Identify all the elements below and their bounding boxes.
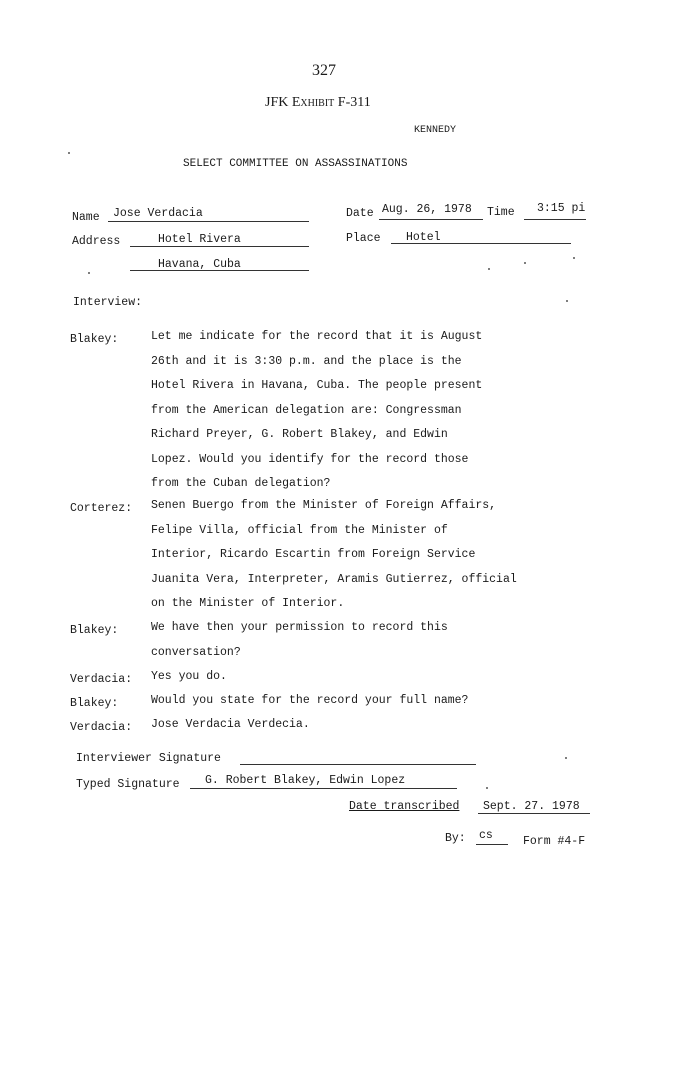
place-value: Hotel <box>406 231 441 244</box>
date-transcribed-line <box>478 813 590 814</box>
by-label: By: <box>445 832 466 845</box>
interviewer-signature-line <box>240 764 476 765</box>
name-label: Name <box>72 211 100 224</box>
speech-line: We have then your permission to record this <box>151 621 448 634</box>
date-underline <box>379 219 483 220</box>
address-line-1: Hotel Rivera <box>158 233 241 246</box>
place-underline <box>391 243 571 244</box>
speaker-label: Corterez: <box>70 502 133 515</box>
interview-label: Interview: <box>73 296 143 309</box>
scan-speck <box>565 757 567 759</box>
name-value: Jose Verdacia <box>113 207 203 220</box>
speaker-label: Blakey: <box>70 697 119 710</box>
address-underline-1 <box>130 246 309 247</box>
scan-speck <box>573 257 575 259</box>
committee-title: SELECT COMMITTEE ON ASSASSINATIONS <box>183 158 408 170</box>
speech-line: conversation? <box>151 646 241 659</box>
place-label: Place <box>346 232 381 245</box>
speech-line: Let me indicate for the record that it is August <box>151 330 483 343</box>
date-label: Date <box>346 207 374 220</box>
name-underline <box>108 221 309 222</box>
speech-line: Senen Buergo from the Minister of Foreign Affairs, <box>151 499 497 512</box>
scan-speck <box>486 787 488 789</box>
speech-line: Would you state for the record your full name? <box>151 694 469 707</box>
typed-signature-label: Typed Signature <box>76 778 180 791</box>
typed-signature-line <box>190 788 457 789</box>
interviewer-signature-label: Interviewer Signature <box>76 752 221 765</box>
exhibit-label: JFK Exhibit F-311 <box>265 95 371 110</box>
typed-signature-value: G. Robert Blakey, Edwin Lopez <box>205 774 406 787</box>
speech-line: Yes you do. <box>151 670 227 683</box>
form-number: Form #4-F <box>523 835 586 848</box>
page-number: 327 <box>312 62 336 79</box>
speech-line: Richard Preyer, G. Robert Blakey, and Edwin <box>151 428 448 441</box>
speaker-label: Verdacia: <box>70 721 133 734</box>
speech-line: Interior, Ricardo Escartin from Foreign Service <box>151 548 476 561</box>
address-line-2: Havana, Cuba <box>158 258 241 271</box>
date-transcribed-value: Sept. 27. 1978 <box>483 800 580 813</box>
speech-line: Felipe Villa, official from the Minister of <box>151 524 448 537</box>
speech-line: 26th and it is 3:30 p.m. and the place is the <box>151 355 462 368</box>
scan-speck <box>88 272 90 274</box>
speaker-label: Verdacia: <box>70 673 133 686</box>
speech-line: from the Cuban delegation? <box>151 477 331 490</box>
speaker-label: Blakey: <box>70 624 119 637</box>
scan-speck <box>524 262 526 264</box>
speech-line: Jose Verdacia Verdecia. <box>151 718 310 731</box>
kennedy-tag: KENNEDY <box>414 125 457 136</box>
date-transcribed-label: Date transcribed <box>349 800 460 813</box>
speech-line: Juanita Vera, Interpreter, Aramis Gutierrez, official <box>151 573 517 586</box>
by-value: cs <box>479 829 493 842</box>
speech-line: Lopez. Would you identify for the record those <box>151 453 469 466</box>
time-underline <box>524 219 586 220</box>
by-line <box>476 844 508 845</box>
time-value: 3:15 pi <box>537 202 586 215</box>
address-label: Address <box>72 235 121 248</box>
scan-speck <box>488 268 490 270</box>
speech-line: from the American delegation are: Congressman <box>151 404 462 417</box>
address-underline-2 <box>130 270 309 271</box>
time-label: Time <box>487 206 515 219</box>
speaker-label: Blakey: <box>70 333 119 346</box>
date-value: Aug. 26, 1978 <box>382 203 472 216</box>
scan-speck <box>566 300 568 302</box>
scan-speck <box>68 152 70 154</box>
speech-line: on the Minister of Interior. <box>151 597 345 610</box>
speech-line: Hotel Rivera in Havana, Cuba. The people present <box>151 379 483 392</box>
